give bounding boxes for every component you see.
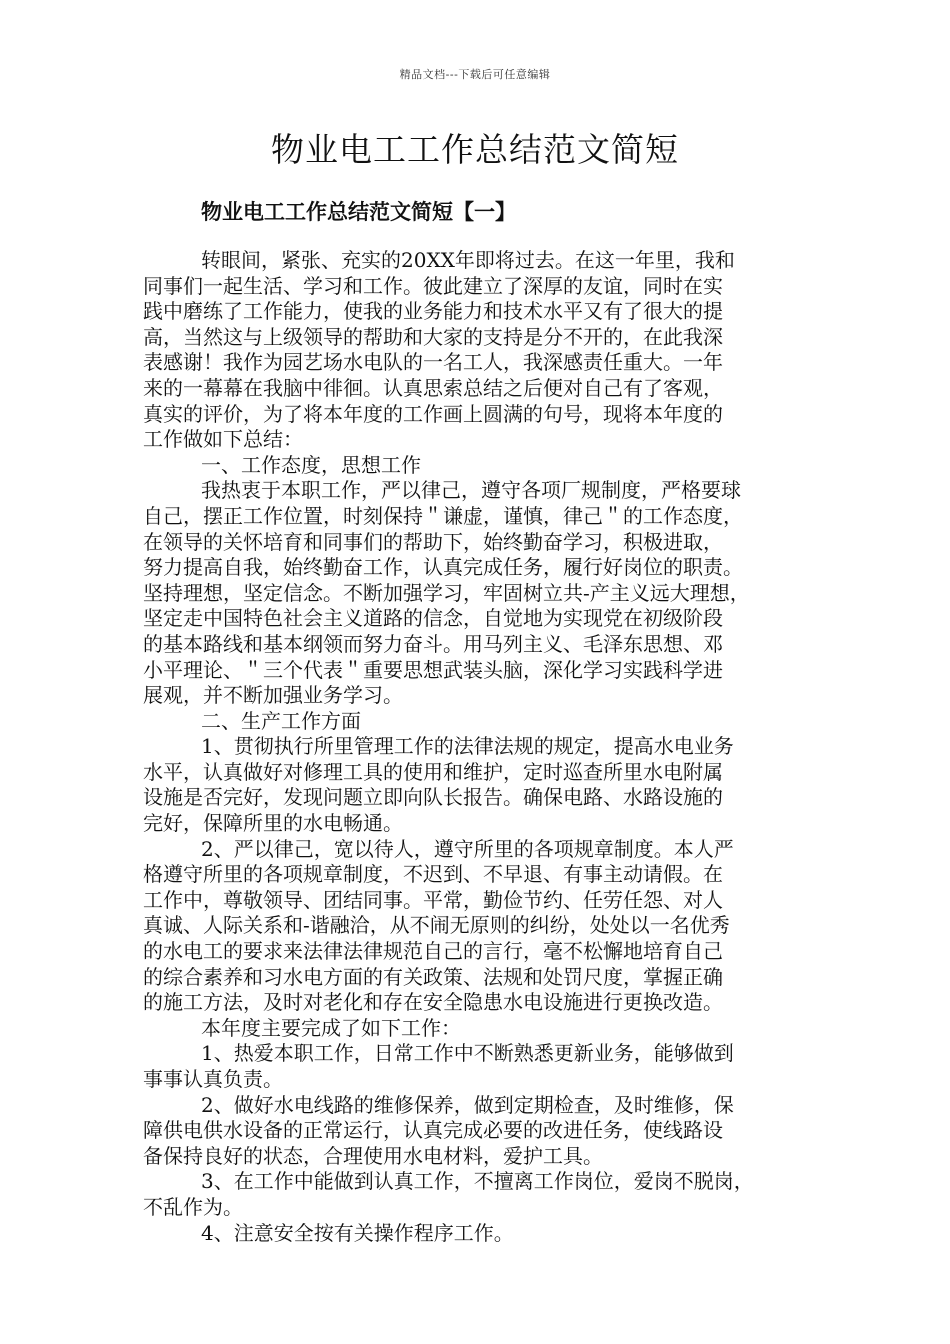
text-line: 备保持良好的状态，合理使用水电材料，爱护工具。 <box>143 1143 603 1168</box>
text-line: 自己，摆正工作位置，时刻保持＂谦虚，谨慎，律己＂的工作态度， <box>143 503 743 528</box>
text-line: 我热衷于本职工作，严以律己，遵守各项厂规制度，严格要球 <box>201 478 741 503</box>
page-title: 物业电工工作总结范文简短 <box>271 130 679 169</box>
text-line: 转眼间，紧张、充实的20XX年即将过去。在这一年里，我和 <box>201 248 735 272</box>
text-line: 水平，认真做好对修理工具的使用和维护，定时巡查所里水电附属 <box>143 759 723 784</box>
text-line: 坚持理想，坚定信念。不断加强学习，牢固树立共-产主义远大理想， <box>143 580 750 605</box>
text-line: 本年度主要完成了如下工作： <box>201 1015 461 1040</box>
text-line: 真实的评价，为了将本年度的工作画上圆满的句号，现将本年度的 <box>143 401 723 426</box>
text-line: 展观，并不断加强业务学习。 <box>143 683 403 708</box>
text-line: 2、做好水电线路的维修保养，做到定期检查，及时维修，保 <box>201 1092 734 1117</box>
header-note: 精品文档---下载后可任意编辑 <box>399 68 551 81</box>
text-line: 完好，保障所里的水电畅通。 <box>143 811 403 836</box>
text-line: 践中磨练了工作能力，使我的业务能力和技术水平又有了很大的提 <box>143 299 723 324</box>
text-line: 设施是否完好，发现问题立即向队长报告。确保电路、水路设施的 <box>143 785 723 810</box>
text-line: 工作中，尊敬领导、团结同事。平常，勤俭节约、任劳任怨、对人 <box>143 887 723 912</box>
text-line: 2、严以律己，宽以待人，遵守所里的各项规章制度。本人严 <box>201 836 734 861</box>
text-line: 3、在工作中能做到认真工作，不擅离工作岗位，爱岗不脱岗， <box>201 1169 754 1194</box>
text-line: 事事认真负责。 <box>143 1067 283 1091</box>
text-line: 1、热爱本职工作，日常工作中不断熟悉更新业务，能够做到 <box>201 1041 734 1066</box>
text-line: 1、贯彻执行所里管理工作的法律法规的规定，提高水电业务 <box>201 734 734 759</box>
body-text <box>143 248 813 1246</box>
text-line: 4、注意安全按有关操作程序工作。 <box>201 1220 514 1245</box>
text-line: 真诚、人际关系和-谐融洽，从不闹无原则的纠纷，处处以一名优秀 <box>143 913 730 938</box>
section-heading: 物业电工工作总结范文简短【一】 <box>201 199 516 224</box>
text-line: 的综合素养和习水电方面的有关政策、法规和处罚尺度，掌握正确 <box>143 964 723 989</box>
text-line: 的基本路线和基本纲领而努力奋斗。用马列主义、毛泽东思想、邓 <box>143 631 723 656</box>
text-line: 小平理论、＂三个代表＂重要思想武装头脑，深化学习实践科学进 <box>143 657 723 682</box>
text-line: 格遵守所里的各项规章制度，不迟到、不早退、有事主动请假。在 <box>143 862 723 887</box>
text-line: 来的一幕幕在我脑中徘徊。认真思索总结之后便对自己有了客观， <box>143 375 723 400</box>
text-line: 坚定走中国特色社会主义道路的信念，自觉地为实现党在初级阶段 <box>143 606 723 631</box>
text-line: 二、生产工作方面 <box>201 708 361 733</box>
text-line: 努力提高自我，始终勤奋工作，认真完成任务，履行好岗位的职责。 <box>143 555 743 580</box>
text-line: 的水电工的要求来法律法律规范自己的言行，毫不松懈地培育自己 <box>143 939 723 964</box>
text-line: 不乱作为。 <box>143 1194 243 1219</box>
text-line: 高，当然这与上级领导的帮助和大家的支持是分不开的，在此我深 <box>143 324 723 349</box>
text-line: 工作做如下总结： <box>143 427 303 452</box>
text-line: 在领导的关怀培育和同事们的帮助下，始终勤奋学习，积极进取， <box>143 529 723 554</box>
text-line: 障供电供水设备的正常运行，认真完成必要的改进任务，使线路设 <box>143 1118 723 1143</box>
text-line: 表感谢！我作为园艺场水电队的一名工人，我深感责任重大。一年 <box>143 350 723 375</box>
text-line: 的施工方法，及时对老化和存在安全隐患水电设施进行更换改造。 <box>143 990 723 1015</box>
text-line: 同事们一起生活、学习和工作。彼此建立了深厚的友谊，同时在实 <box>143 273 723 298</box>
text-line: 一、工作态度，思想工作 <box>201 452 421 477</box>
